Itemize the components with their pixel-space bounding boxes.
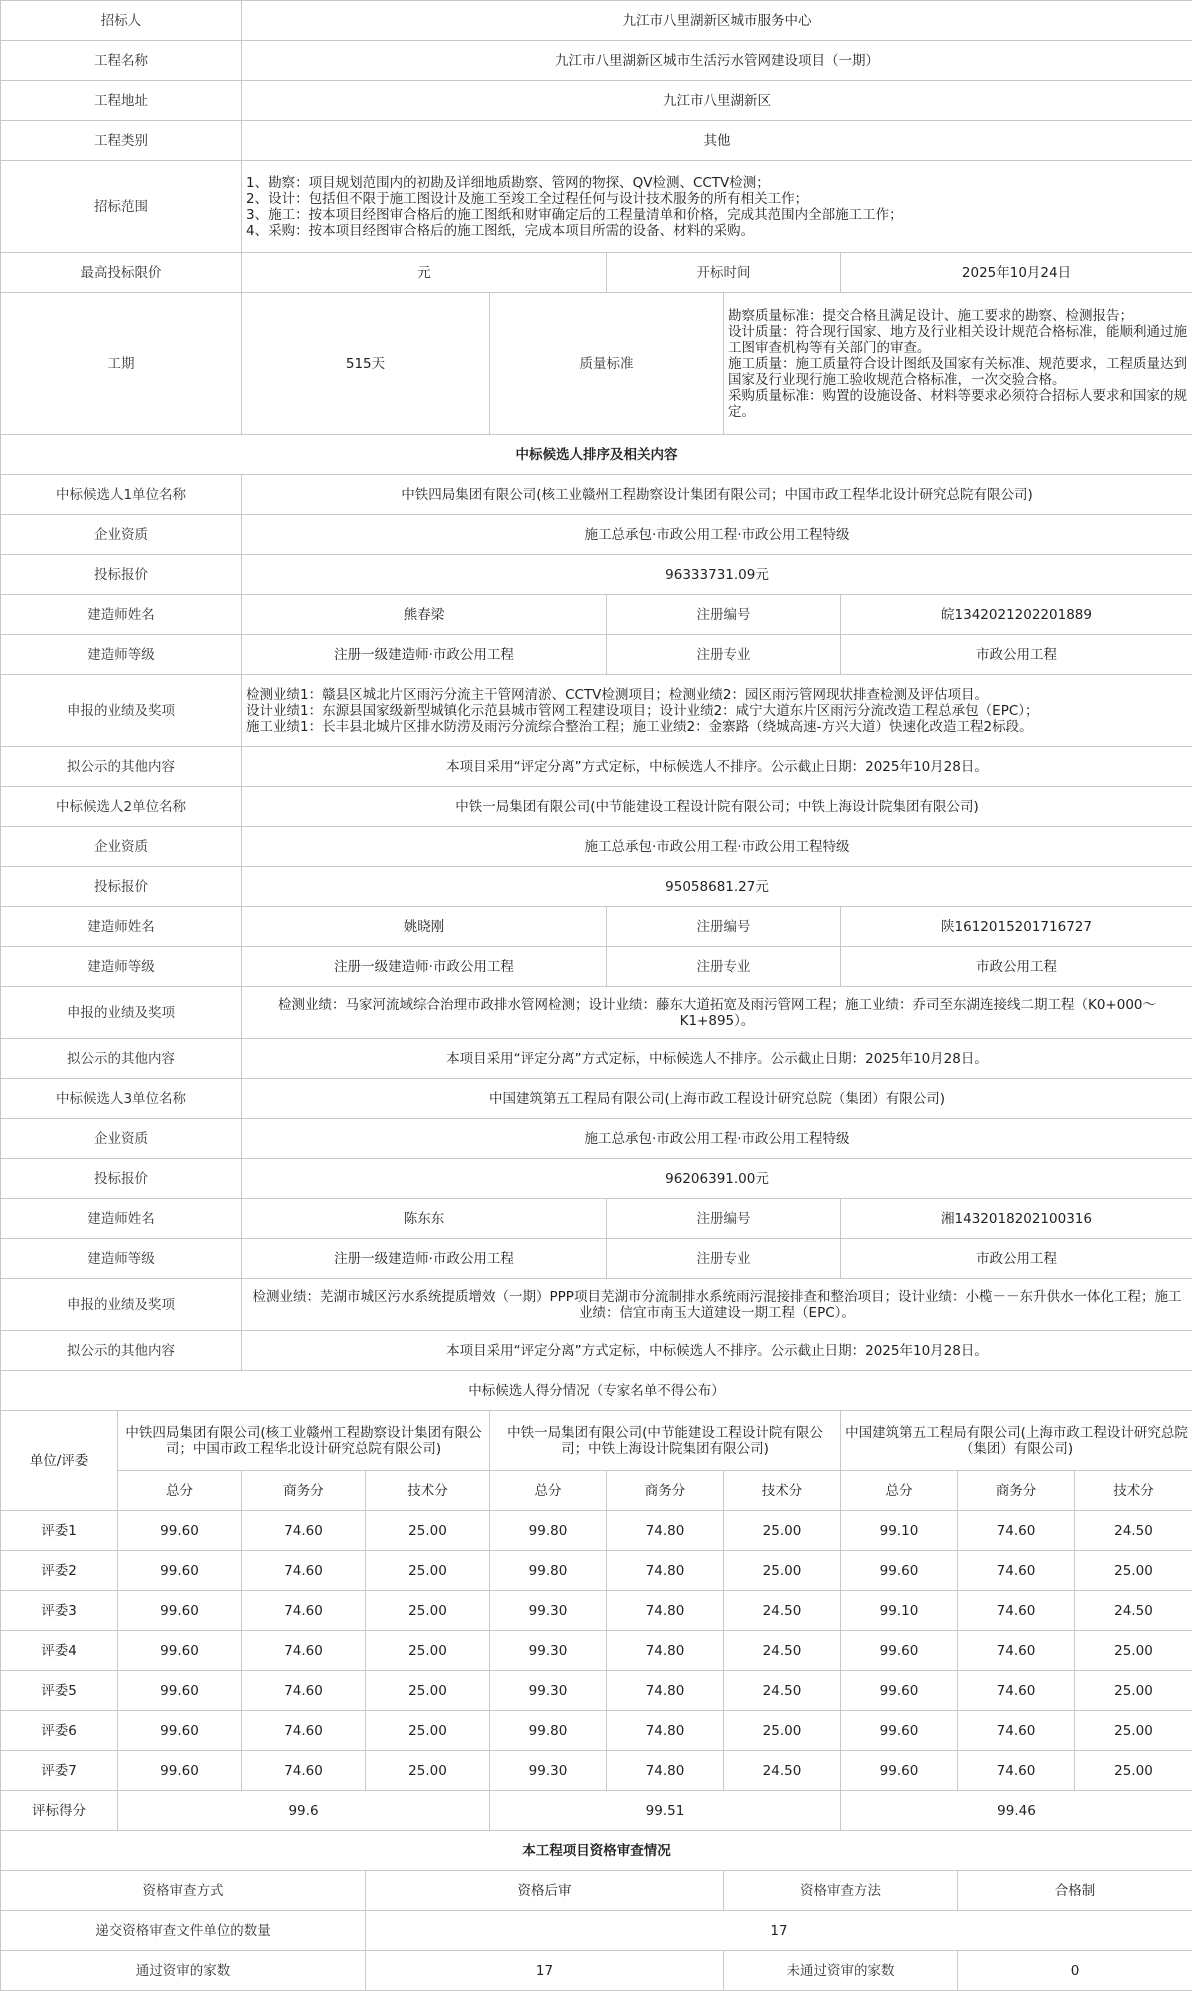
reg-no-value: 皖1342021202201889 xyxy=(841,595,1192,635)
judge-score-row xyxy=(1,1631,1192,1671)
candidate-2-level-row xyxy=(1,947,1192,987)
judge-score-row xyxy=(1,1751,1192,1791)
score-cell: 74.60 xyxy=(958,1631,1075,1671)
project-name-value: 九江市八里湖新区城市生活污水管网建设项目（一期） xyxy=(242,41,1192,81)
candidate-1-achievements-row xyxy=(1,675,1192,747)
judge-name: 评委4 xyxy=(1,1631,118,1671)
judge-score-row xyxy=(1,1551,1192,1591)
score-cell: 74.80 xyxy=(607,1591,724,1631)
score-cell: 99.60 xyxy=(118,1511,242,1551)
score-cell: 99.80 xyxy=(490,1511,607,1551)
score-cell: 25.00 xyxy=(366,1711,490,1751)
score-cell: 25.00 xyxy=(724,1711,841,1751)
reg-major-value: 市政公用工程 xyxy=(841,635,1192,675)
score-rows xyxy=(1,1511,1192,1791)
tenderer-value: 九江市八里湖新区城市服务中心 xyxy=(242,1,1192,41)
judge-score-row xyxy=(1,1591,1192,1631)
score-cell: 74.80 xyxy=(607,1751,724,1791)
review-approach-value: 合格制 xyxy=(958,1871,1192,1911)
score-cell: 25.00 xyxy=(724,1511,841,1551)
score-cell: 25.00 xyxy=(366,1671,490,1711)
passed-count-value: 17 xyxy=(366,1951,724,1991)
reg-major-label: 注册专业 xyxy=(607,1239,841,1279)
candidate-2-unit-row xyxy=(1,787,1192,827)
price-time-row xyxy=(1,253,1192,293)
total-score-header: 总分 xyxy=(118,1471,242,1511)
candidate-2-qualification-row xyxy=(1,827,1192,867)
passed-count-label: 通过资审的家数 xyxy=(1,1951,366,1991)
qual-method-row xyxy=(1,1871,1192,1911)
review-approach-label: 资格审查方法 xyxy=(724,1871,958,1911)
ranking-section-row xyxy=(1,435,1192,475)
qual-passed-row xyxy=(1,1951,1192,1991)
final-score-3: 99.46 xyxy=(841,1791,1192,1831)
qual-review-title-row xyxy=(1,1831,1192,1871)
score-cell: 99.30 xyxy=(490,1751,607,1791)
final-score-2: 99.51 xyxy=(490,1791,841,1831)
score-cell: 25.00 xyxy=(724,1551,841,1591)
builder-level-label: 建造师等级 xyxy=(1,947,242,987)
score-cell: 24.50 xyxy=(724,1631,841,1671)
score-cell: 99.60 xyxy=(841,1631,958,1671)
judge-name: 评委2 xyxy=(1,1551,118,1591)
quality-label: 质量标准 xyxy=(490,293,724,435)
category-label: 工程类别 xyxy=(1,121,242,161)
business-score-header: 商务分 xyxy=(958,1471,1075,1511)
score-cell: 99.30 xyxy=(490,1631,607,1671)
score-cell: 74.60 xyxy=(242,1511,366,1551)
score-cell: 74.60 xyxy=(242,1551,366,1591)
candidate-1-level-row xyxy=(1,635,1192,675)
business-score-header: 商务分 xyxy=(607,1471,724,1511)
score-cell: 74.60 xyxy=(958,1511,1075,1551)
score-cell: 24.50 xyxy=(724,1671,841,1711)
score-cell: 99.60 xyxy=(118,1631,242,1671)
qualification-value: 施工总承包·市政公用工程·市政公用工程特级 xyxy=(242,515,1192,555)
score-cell: 74.80 xyxy=(607,1631,724,1671)
scores-unit-2: 中铁一局集团有限公司(中节能建设工程设计院有限公司；中铁上海设计院集团有限公司) xyxy=(490,1411,841,1471)
reg-no-label: 注册编号 xyxy=(607,1199,841,1239)
score-cell: 74.60 xyxy=(958,1551,1075,1591)
final-score-1: 99.6 xyxy=(118,1791,490,1831)
score-cell: 25.00 xyxy=(1075,1631,1192,1671)
score-cell: 74.80 xyxy=(607,1711,724,1751)
max-price-value: 元 xyxy=(242,253,607,293)
judge-score-row xyxy=(1,1511,1192,1551)
judge-score-row xyxy=(1,1671,1192,1711)
scope-value: 1、勘察：项目规划范围内的初勘及详细地质勘察、管网的物探、QV检测、CCTV检测； 2、设计：包括但不限于施工图设计及施工至竣工全过程任何与设计技术服务的所有相关工作； 3、施工：按本项目经图审合格后的施工图纸和财审确定后的工程量清单和价格，完成其范围内全部施工工作； 4、采购：按本项目经图审合格后的施工图纸，完成本项目所需的设备、材料的采购。 xyxy=(242,161,1192,253)
other-label: 拟公示的其他内容 xyxy=(1,1039,242,1079)
score-cell: 25.00 xyxy=(366,1511,490,1551)
achievements-label: 申报的业绩及奖项 xyxy=(1,987,242,1039)
candidate-3-builder-row xyxy=(1,1199,1192,1239)
builder-level-value: 注册一级建造师·市政公用工程 xyxy=(242,1239,607,1279)
achievements-value: 检测业绩：马家河流域综合治理市政排水管网检测；设计业绩：藤东大道拓宽及雨污管网工程；施工业绩：乔司至东湖连接线二期工程（K0+000～K1+895）。 xyxy=(242,987,1192,1039)
project-name-row xyxy=(1,41,1192,81)
score-cell: 25.00 xyxy=(1075,1751,1192,1791)
candidate-2-builder-row xyxy=(1,907,1192,947)
score-cell: 99.30 xyxy=(490,1671,607,1711)
builder-name-label: 建造师姓名 xyxy=(1,907,242,947)
score-cell: 74.60 xyxy=(958,1751,1075,1791)
candidate-2-other-row xyxy=(1,1039,1192,1079)
achievements-label: 申报的业绩及奖项 xyxy=(1,675,242,747)
bid-price-label: 投标报价 xyxy=(1,555,242,595)
score-cell: 74.60 xyxy=(958,1591,1075,1631)
score-cell: 99.30 xyxy=(490,1591,607,1631)
reg-no-value: 湘1432018202100316 xyxy=(841,1199,1192,1239)
scope-label: 招标范围 xyxy=(1,161,242,253)
tenderer-row xyxy=(1,1,1192,41)
submitted-count-label: 递交资格审查文件单位的数量 xyxy=(1,1911,366,1951)
other-label: 拟公示的其他内容 xyxy=(1,1331,242,1371)
qualification-label: 企业资质 xyxy=(1,515,242,555)
builder-level-value: 注册一级建造师·市政公用工程 xyxy=(242,635,607,675)
reg-major-value: 市政公用工程 xyxy=(841,947,1192,987)
judge-name: 评委5 xyxy=(1,1671,118,1711)
builder-name-label: 建造师姓名 xyxy=(1,595,242,635)
candidate-unit-value: 中国建筑第五工程局有限公司(上海市政工程设计研究总院（集团）有限公司) xyxy=(242,1079,1192,1119)
tech-score-header: 技术分 xyxy=(1075,1471,1192,1511)
candidate-3-qualification-row xyxy=(1,1119,1192,1159)
tech-score-header: 技术分 xyxy=(724,1471,841,1511)
reg-no-label: 注册编号 xyxy=(607,595,841,635)
candidate-2-bid-row xyxy=(1,867,1192,907)
max-price-label: 最高投标限价 xyxy=(1,253,242,293)
score-cell: 24.50 xyxy=(724,1591,841,1631)
score-cell: 25.00 xyxy=(1075,1671,1192,1711)
qualification-label: 企业资质 xyxy=(1,827,242,867)
score-cell: 99.60 xyxy=(841,1751,958,1791)
open-time-label: 开标时间 xyxy=(607,253,841,293)
period-value: 515天 xyxy=(242,293,490,435)
submitted-count-value: 17 xyxy=(366,1911,1192,1951)
score-cell: 99.60 xyxy=(118,1751,242,1791)
bid-price-label: 投标报价 xyxy=(1,867,242,907)
reg-no-label: 注册编号 xyxy=(607,907,841,947)
builder-level-label: 建造师等级 xyxy=(1,1239,242,1279)
score-cell: 25.00 xyxy=(366,1751,490,1791)
qualification-label: 企业资质 xyxy=(1,1119,242,1159)
builder-name-value: 陈东东 xyxy=(242,1199,607,1239)
score-cell: 25.00 xyxy=(366,1551,490,1591)
builder-name-value: 熊春梁 xyxy=(242,595,607,635)
candidate-2-achievements-row xyxy=(1,987,1192,1039)
tech-score-header: 技术分 xyxy=(366,1471,490,1511)
qual-review-title: 本工程项目资格审查情况 xyxy=(1,1831,1192,1871)
reg-no-value: 陕1612015201716727 xyxy=(841,907,1192,947)
other-value: 本项目采用“评定分离”方式定标，中标候选人不排序。公示截止日期：2025年10月28日。 xyxy=(242,1039,1192,1079)
score-cell: 99.80 xyxy=(490,1711,607,1751)
bid-price-value: 96333731.09元 xyxy=(242,555,1192,595)
judge-name: 评委3 xyxy=(1,1591,118,1631)
ranking-section-title: 中标候选人排序及相关内容 xyxy=(1,435,1192,475)
scores-unit-1: 中铁四局集团有限公司(核工业赣州工程勘察设计集团有限公司；中国市政工程华北设计研究总院有限公司) xyxy=(118,1411,490,1471)
address-label: 工程地址 xyxy=(1,81,242,121)
candidate-1-qualification-row xyxy=(1,515,1192,555)
category-value: 其他 xyxy=(242,121,1192,161)
score-cell: 74.60 xyxy=(958,1671,1075,1711)
score-cell: 99.60 xyxy=(118,1671,242,1711)
candidate-unit-label: 中标候选人2单位名称 xyxy=(1,787,242,827)
business-score-header: 商务分 xyxy=(242,1471,366,1511)
failed-count-value: 0 xyxy=(958,1951,1192,1991)
score-cell: 25.00 xyxy=(366,1631,490,1671)
scores-subheader-row xyxy=(1,1471,1192,1511)
qual-submitted-row xyxy=(1,1911,1192,1951)
candidate-3-bid-row xyxy=(1,1159,1192,1199)
final-score-label: 评标得分 xyxy=(1,1791,118,1831)
reg-major-value: 市政公用工程 xyxy=(841,1239,1192,1279)
scores-units-row xyxy=(1,1411,1192,1471)
bid-price-label: 投标报价 xyxy=(1,1159,242,1199)
candidate-3-other-row xyxy=(1,1331,1192,1371)
qualification-value: 施工总承包·市政公用工程·市政公用工程特级 xyxy=(242,827,1192,867)
candidate-3-level-row xyxy=(1,1239,1192,1279)
project-name-label: 工程名称 xyxy=(1,41,242,81)
scope-row xyxy=(1,161,1192,253)
score-cell: 24.50 xyxy=(1075,1591,1192,1631)
score-cell: 74.60 xyxy=(958,1711,1075,1751)
address-row xyxy=(1,81,1192,121)
score-cell: 25.00 xyxy=(1075,1551,1192,1591)
builder-level-value: 注册一级建造师·市政公用工程 xyxy=(242,947,607,987)
candidate-1-builder-row xyxy=(1,595,1192,635)
score-cell: 99.10 xyxy=(841,1591,958,1631)
candidate-unit-value: 中铁四局集团有限公司(核工业赣州工程勘察设计集团有限公司；中国市政工程华北设计研究总院有限公司) xyxy=(242,475,1192,515)
reg-major-label: 注册专业 xyxy=(607,947,841,987)
quality-value: 勘察质量标准：提交合格且满足设计、施工要求的勘察、检测报告； 设计质量：符合现行国家、地方及行业相关设计规范合格标准，能顺利通过施工图审查机构等有关部门的审查。 施工质量：施工质量符合设计图纸及国家有关标准、规范要求，工程质量达到国家及行业现行施工验收规范合格标准，一次交验合格。 采购质量标准：购置的设施设备、材料等要求必须符合招标人要求和国家的规定。 xyxy=(724,293,1192,435)
scores-unit-3: 中国建筑第五工程局有限公司(上海市政工程设计研究总院（集团）有限公司) xyxy=(841,1411,1192,1471)
candidate-3-unit-row xyxy=(1,1079,1192,1119)
scores-title: 中标候选人得分情况（专家名单不得公布） xyxy=(1,1371,1192,1411)
judge-score-row xyxy=(1,1711,1192,1751)
bid-price-value: 95058681.27元 xyxy=(242,867,1192,907)
open-time-value: 2025年10月24日 xyxy=(841,253,1192,293)
category-row xyxy=(1,121,1192,161)
score-cell: 99.10 xyxy=(841,1511,958,1551)
final-score-row xyxy=(1,1791,1192,1831)
score-cell: 24.50 xyxy=(1075,1511,1192,1551)
judge-name: 评委7 xyxy=(1,1751,118,1791)
achievements-value: 检测业绩1：赣县区城北片区雨污分流主干管网清淤、CCTV检测项目；检测业绩2：园区雨污管网现状排查检测及评估项目。 设计业绩1：东源县国家级新型城镇化示范县城市管网工程建设项目；设计业绩2：咸宁大道东片区雨污分流改造工程总承包（EPC）； 施工业绩1：长丰县北城片区排水防涝及雨污分流综合整治工程；施工业绩2：金寨路（绕城高速-方兴大道）快速化改造工程2标段。 xyxy=(242,675,1192,747)
score-cell: 99.60 xyxy=(841,1711,958,1751)
bid-price-value: 96206391.00元 xyxy=(242,1159,1192,1199)
builder-name-value: 姚晓刚 xyxy=(242,907,607,947)
score-cell: 74.80 xyxy=(607,1671,724,1711)
candidate-unit-value: 中铁一局集团有限公司(中节能建设工程设计院有限公司；中铁上海设计院集团有限公司) xyxy=(242,787,1192,827)
total-score-header: 总分 xyxy=(490,1471,607,1511)
score-cell: 24.50 xyxy=(724,1751,841,1791)
total-score-header: 总分 xyxy=(841,1471,958,1511)
reg-major-label: 注册专业 xyxy=(607,635,841,675)
tenderer-label: 招标人 xyxy=(1,1,242,41)
candidate-1-other-row xyxy=(1,747,1192,787)
candidate-unit-label: 中标候选人3单位名称 xyxy=(1,1079,242,1119)
score-cell: 74.60 xyxy=(242,1671,366,1711)
judge-name: 评委1 xyxy=(1,1511,118,1551)
builder-level-label: 建造师等级 xyxy=(1,635,242,675)
score-cell: 99.60 xyxy=(841,1671,958,1711)
candidate-3-achievements-row xyxy=(1,1279,1192,1331)
candidate-unit-label: 中标候选人1单位名称 xyxy=(1,475,242,515)
other-value: 本项目采用“评定分离”方式定标，中标候选人不排序。公示截止日期：2025年10月28日。 xyxy=(242,747,1192,787)
score-cell: 99.80 xyxy=(490,1551,607,1591)
other-label: 拟公示的其他内容 xyxy=(1,747,242,787)
score-cell: 99.60 xyxy=(118,1711,242,1751)
period-quality-row xyxy=(1,293,1192,435)
score-cell: 74.60 xyxy=(242,1751,366,1791)
review-method-label: 资格审查方式 xyxy=(1,1871,366,1911)
score-cell: 25.00 xyxy=(1075,1711,1192,1751)
score-cell: 74.60 xyxy=(242,1631,366,1671)
failed-count-label: 未通过资审的家数 xyxy=(724,1951,958,1991)
achievements-value: 检测业绩：芜湖市城区污水系统提质增效（一期）PPP项目芜湖市分流制排水系统雨污混接排查和整治项目；设计业绩：小榄－－东升供水一体化工程；施工业绩：信宜市南玉大道建设一期工程（EPC）。 xyxy=(242,1279,1192,1331)
period-label: 工期 xyxy=(1,293,242,435)
judge-name: 评委6 xyxy=(1,1711,118,1751)
scores-corner: 单位/评委 xyxy=(1,1411,118,1511)
review-method-value: 资格后审 xyxy=(366,1871,724,1911)
qualification-value: 施工总承包·市政公用工程·市政公用工程特级 xyxy=(242,1119,1192,1159)
score-cell: 99.60 xyxy=(118,1591,242,1631)
candidate-1-unit-row xyxy=(1,475,1192,515)
builder-name-label: 建造师姓名 xyxy=(1,1199,242,1239)
score-cell: 74.60 xyxy=(242,1711,366,1751)
score-cell: 99.60 xyxy=(841,1551,958,1591)
score-cell: 74.80 xyxy=(607,1551,724,1591)
scores-title-row xyxy=(1,1371,1192,1411)
candidate-1-bid-row xyxy=(1,555,1192,595)
address-value: 九江市八里湖新区 xyxy=(242,81,1192,121)
other-value: 本项目采用“评定分离”方式定标，中标候选人不排序。公示截止日期：2025年10月28日。 xyxy=(242,1331,1192,1371)
score-cell: 99.60 xyxy=(118,1551,242,1591)
score-cell: 25.00 xyxy=(366,1591,490,1631)
score-cell: 74.60 xyxy=(242,1591,366,1631)
score-cell: 74.80 xyxy=(607,1511,724,1551)
achievements-label: 申报的业绩及奖项 xyxy=(1,1279,242,1331)
